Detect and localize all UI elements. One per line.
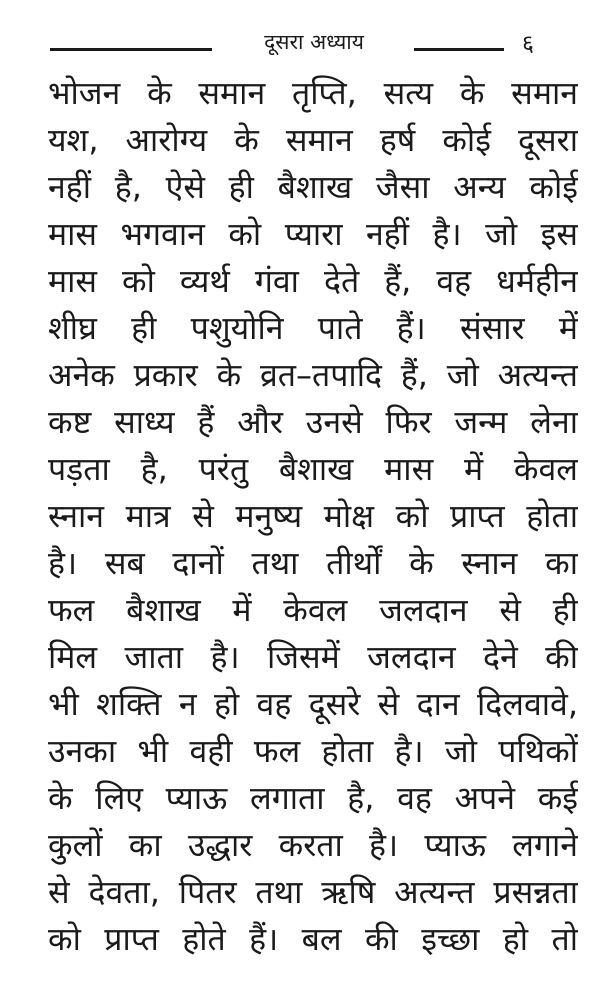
text-line: भी शक्ति न हो वह दूसरे से दान दिलवावे, — [48, 685, 578, 723]
text-line: से देवता, पितर तथा ऋषि अत्यन्त प्रसन्नता — [48, 873, 578, 911]
text-line: स्नान मात्र से मनुष्य मोक्ष को प्राप्त होता — [48, 497, 578, 535]
running-title: दूसरा अध्याय — [264, 30, 364, 54]
text-line: मास भगवान को प्यारा नहीं है। जो इस — [48, 215, 578, 253]
text-line: मिल जाता है। जिसमें जलदान देने की — [48, 638, 578, 676]
text-line: कुलों का उद्धार करता है। प्याऊ लगाने — [48, 826, 578, 864]
text-line: उनका भी वही फल होता है। जो पथिकों — [48, 732, 578, 770]
text-line: शीघ्र ही पशुयोनि पाते हैं। संसार में — [48, 309, 578, 347]
text-line: अनेक प्रकार के व्रत–तपादि हैं, जो अत्यन्त — [48, 356, 578, 394]
text-line: मास को व्यर्थ गंवा देते हैं, वह धर्महीन — [48, 262, 578, 300]
text-line: भोजन के समान तृप्ति, सत्य के समान — [48, 74, 578, 112]
text-line: नहीं है, ऐसे ही बैशाख जैसा अन्य कोई — [48, 168, 578, 206]
text-line: के लिए प्याऊ लगाता है, वह अपने कई — [48, 779, 578, 817]
body-text — [48, 70, 578, 963]
text-line: फल बैशाख में केवल जलदान से ही — [48, 591, 578, 629]
text-line: को प्राप्त होते हैं। बल की इच्छा हो तो — [48, 920, 578, 958]
text-line: पड़ता है, परंतु बैशाख मास में केवल — [48, 450, 578, 488]
header-rule-left — [50, 48, 212, 51]
text-line: है। सब दानों तथा तीर्थों के स्नान का — [48, 544, 578, 582]
page-header — [0, 26, 600, 66]
text-line: कष्ट साध्य हैं और उनसे फिर जन्म लेना — [48, 403, 578, 441]
text-line: यश, आरोग्य के समान हर्ष कोई दूसरा — [48, 121, 578, 159]
page-number: ६ — [522, 31, 534, 57]
header-rule-right — [414, 48, 504, 51]
